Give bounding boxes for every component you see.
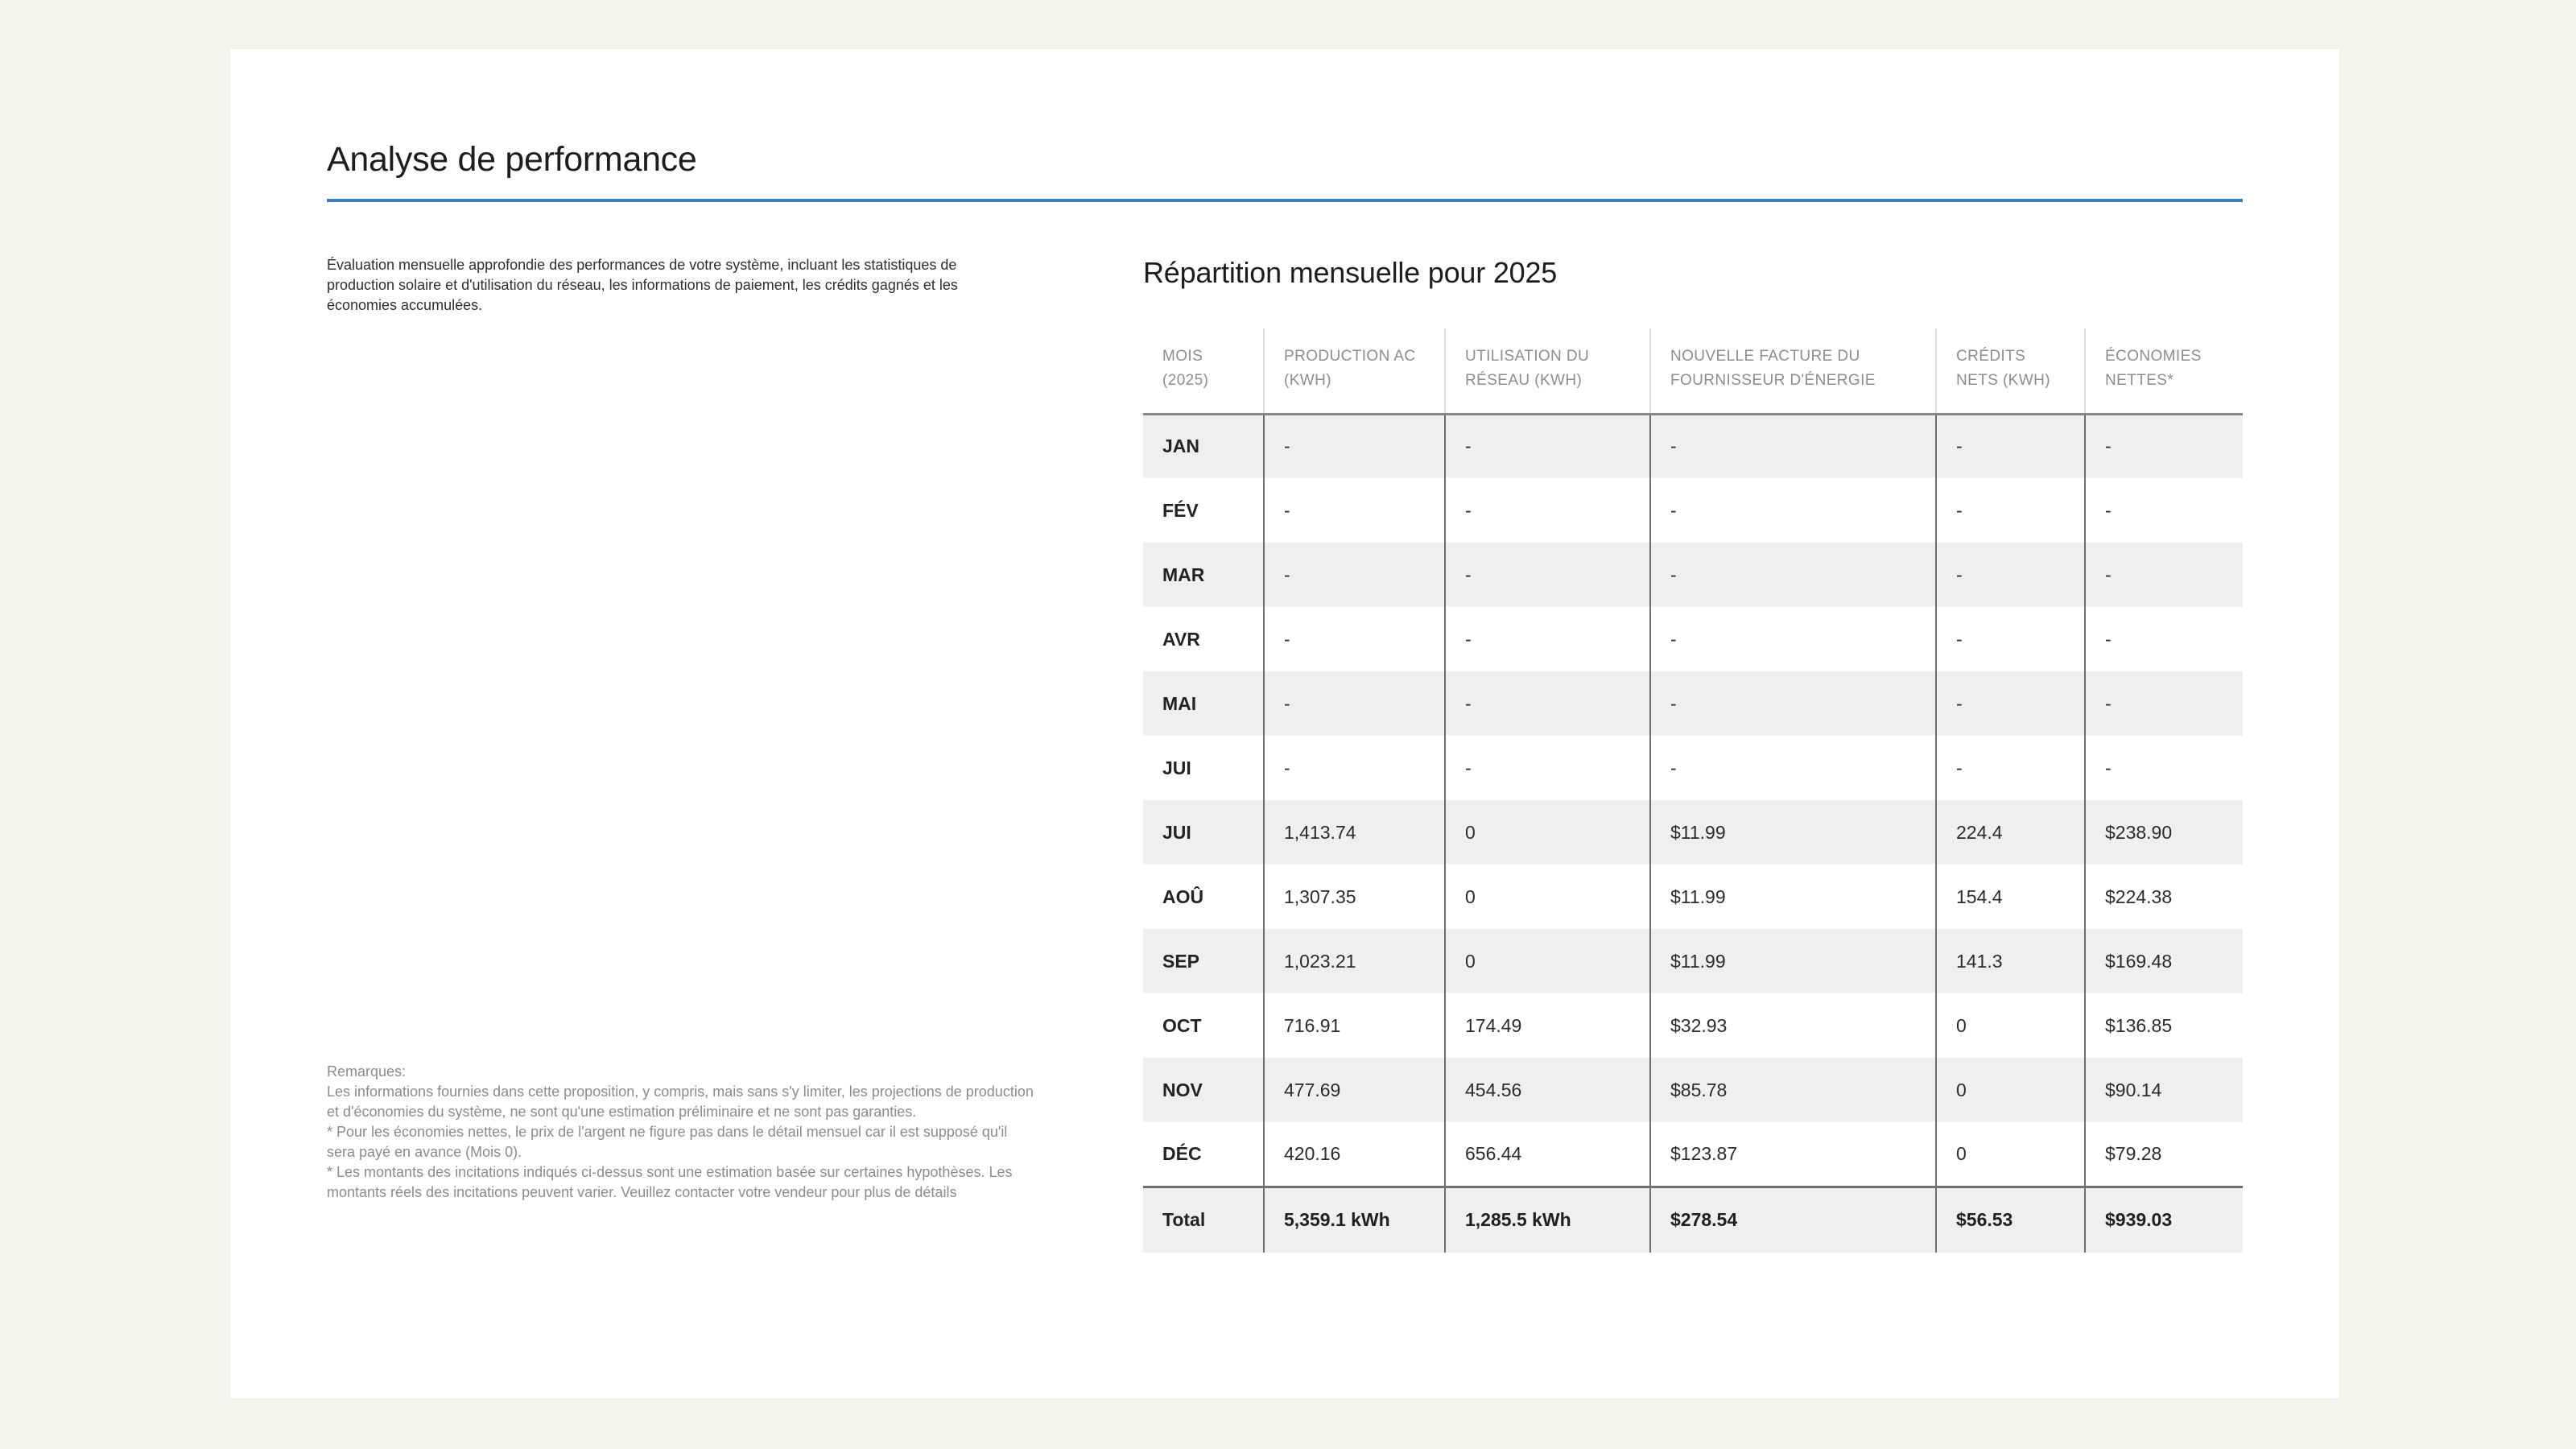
value-cell: - xyxy=(1936,478,2085,543)
value-cell: - xyxy=(2085,736,2243,800)
value-cell: 174.49 xyxy=(1445,993,1650,1058)
value-cell: $238.90 xyxy=(2085,800,2243,865)
table-row xyxy=(1143,543,2243,607)
value-cell: $224.38 xyxy=(2085,865,2243,929)
value-cell: 477.69 xyxy=(1264,1058,1445,1122)
monthly-breakdown-table xyxy=(1143,328,2243,1253)
value-cell: 0 xyxy=(1936,1058,2085,1122)
table-row xyxy=(1143,865,2243,929)
value-cell: 420.16 xyxy=(1264,1122,1445,1187)
value-cell: - xyxy=(2085,478,2243,543)
value-cell: 0 xyxy=(1936,993,2085,1058)
value-cell: 141.3 xyxy=(1936,929,2085,993)
value-cell: 0 xyxy=(1445,929,1650,993)
total-value-cell: $56.53 xyxy=(1936,1187,2085,1253)
value-cell: - xyxy=(1650,543,1936,607)
value-cell: $11.99 xyxy=(1650,865,1936,929)
value-cell: - xyxy=(2085,607,2243,671)
total-value-cell: 5,359.1 kWh xyxy=(1264,1187,1445,1253)
value-cell: - xyxy=(1264,414,1445,478)
month-cell: NOV xyxy=(1162,1079,1203,1100)
value-cell: $85.78 xyxy=(1650,1058,1936,1122)
remarks-block xyxy=(327,1062,1035,1203)
table-row xyxy=(1143,800,2243,865)
remarks-line: * Pour les économies nettes, le prix de l'argent ne figure pas dans le détail mensuel car il est supposé qu'il sera payé en avance (Mois 0). xyxy=(327,1124,1008,1160)
value-cell: 1,413.74 xyxy=(1264,800,1445,865)
month-cell: OCT xyxy=(1162,1014,1202,1036)
value-cell: - xyxy=(1650,736,1936,800)
value-cell: $169.48 xyxy=(2085,929,2243,993)
monthly-breakdown-table-container xyxy=(1143,328,2243,1253)
table-header-row xyxy=(1143,328,2243,414)
breakdown-section-title: Répartition mensuelle pour 2025 xyxy=(1143,256,1558,289)
total-value-cell: $278.54 xyxy=(1650,1187,1936,1253)
value-cell: 0 xyxy=(1445,865,1650,929)
column-header-production: PRODUCTION AC (KWH) xyxy=(1264,328,1445,414)
value-cell: - xyxy=(2085,671,2243,736)
value-cell: - xyxy=(1264,736,1445,800)
value-cell: $136.85 xyxy=(2085,993,2243,1058)
table-row xyxy=(1143,478,2243,543)
column-header-grid-usage: UTILISATION DU RÉSEAU (KWH) xyxy=(1445,328,1650,414)
value-cell: 716.91 xyxy=(1264,993,1445,1058)
value-cell: - xyxy=(1264,607,1445,671)
value-cell: - xyxy=(1264,478,1445,543)
month-cell: JUI xyxy=(1162,757,1191,778)
total-label-cell: Total xyxy=(1162,1209,1206,1231)
remarks-line: * Les montants des incitations indiqués ci-dessus sont une estimation basée sur certaines hypothèses. Les montants réels des incitations peuvent varier. Veuillez contacter votre vendeur pour plus de détails xyxy=(327,1164,1013,1200)
month-cell: MAR xyxy=(1162,564,1205,585)
value-cell: 0 xyxy=(1936,1122,2085,1187)
value-cell: - xyxy=(1936,543,2085,607)
table-header xyxy=(1143,328,2243,414)
value-cell: 224.4 xyxy=(1936,800,2085,865)
value-cell: $123.87 xyxy=(1650,1122,1936,1187)
value-cell: - xyxy=(1936,671,2085,736)
table-row xyxy=(1143,414,2243,478)
table-total-row xyxy=(1143,1187,2243,1253)
month-cell: SEP xyxy=(1162,950,1200,972)
column-header-new-bill: NOUVELLE FACTURE DU FOURNISSEUR D'ÉNERGIE xyxy=(1650,328,1936,414)
value-cell: - xyxy=(1650,671,1936,736)
month-cell: AOÛ xyxy=(1162,886,1204,907)
value-cell: $11.99 xyxy=(1650,800,1936,865)
value-cell: $79.28 xyxy=(2085,1122,2243,1187)
value-cell: 0 xyxy=(1445,800,1650,865)
value-cell: - xyxy=(1445,478,1650,543)
value-cell: $32.93 xyxy=(1650,993,1936,1058)
value-cell: 454.56 xyxy=(1445,1058,1650,1122)
page-title: Analyse de performance xyxy=(327,140,697,179)
value-cell: - xyxy=(1936,736,2085,800)
value-cell: 656.44 xyxy=(1445,1122,1650,1187)
table-row xyxy=(1143,671,2243,736)
value-cell: - xyxy=(1264,543,1445,607)
value-cell: - xyxy=(2085,414,2243,478)
table-row xyxy=(1143,993,2243,1058)
title-accent-rule xyxy=(327,199,2243,202)
value-cell: - xyxy=(1445,671,1650,736)
value-cell: - xyxy=(1264,671,1445,736)
table-row xyxy=(1143,929,2243,993)
month-cell: AVR xyxy=(1162,628,1200,650)
value-cell: - xyxy=(1445,736,1650,800)
value-cell: - xyxy=(1936,607,2085,671)
value-cell: $11.99 xyxy=(1650,929,1936,993)
table-row xyxy=(1143,1058,2243,1122)
month-cell: MAI xyxy=(1162,692,1197,714)
total-value-cell: $939.03 xyxy=(2085,1187,2243,1253)
value-cell: $90.14 xyxy=(2085,1058,2243,1122)
month-cell: FÉV xyxy=(1162,499,1199,521)
value-cell: - xyxy=(1445,543,1650,607)
table-row xyxy=(1143,607,2243,671)
remarks-line: Les informations fournies dans cette proposition, y compris, mais sans s'y limiter, les projections de production et d'économies du système, ne sont qu'une estimation préliminaire et ne sont pas garanties. xyxy=(327,1084,1034,1120)
table-footer xyxy=(1143,1187,2243,1253)
column-header-month: MOIS (2025) xyxy=(1162,348,1209,389)
value-cell: - xyxy=(1445,607,1650,671)
total-value-cell: 1,285.5 kWh xyxy=(1445,1187,1650,1253)
value-cell: - xyxy=(1650,478,1936,543)
month-cell: JAN xyxy=(1162,436,1200,457)
value-cell: - xyxy=(1650,607,1936,671)
value-cell: - xyxy=(1650,414,1936,478)
value-cell: - xyxy=(1445,414,1650,478)
remarks-heading: Remarques: xyxy=(327,1063,407,1080)
value-cell: 1,023.21 xyxy=(1264,929,1445,993)
month-cell: JUI xyxy=(1162,821,1191,843)
month-cell: DÉC xyxy=(1162,1142,1202,1164)
value-cell: - xyxy=(1936,414,2085,478)
table-body xyxy=(1143,414,2243,1187)
column-header-net-credits: CRÉDITS NETS (KWH) xyxy=(1936,328,2085,414)
report-card xyxy=(230,49,2339,1398)
table-row xyxy=(1143,1122,2243,1187)
intro-paragraph: Évaluation mensuelle approfondie des performances de votre système, incluant les statistiques de production solaire et d'utilisation du réseau, les informations de paiement, les crédits gagnés et les économies accumulées. xyxy=(327,257,958,313)
column-header-net-savings: ÉCONOMIES NETTES* xyxy=(2085,328,2243,414)
value-cell: 154.4 xyxy=(1936,865,2085,929)
value-cell: 1,307.35 xyxy=(1264,865,1445,929)
value-cell: - xyxy=(2085,543,2243,607)
table-row xyxy=(1143,736,2243,800)
